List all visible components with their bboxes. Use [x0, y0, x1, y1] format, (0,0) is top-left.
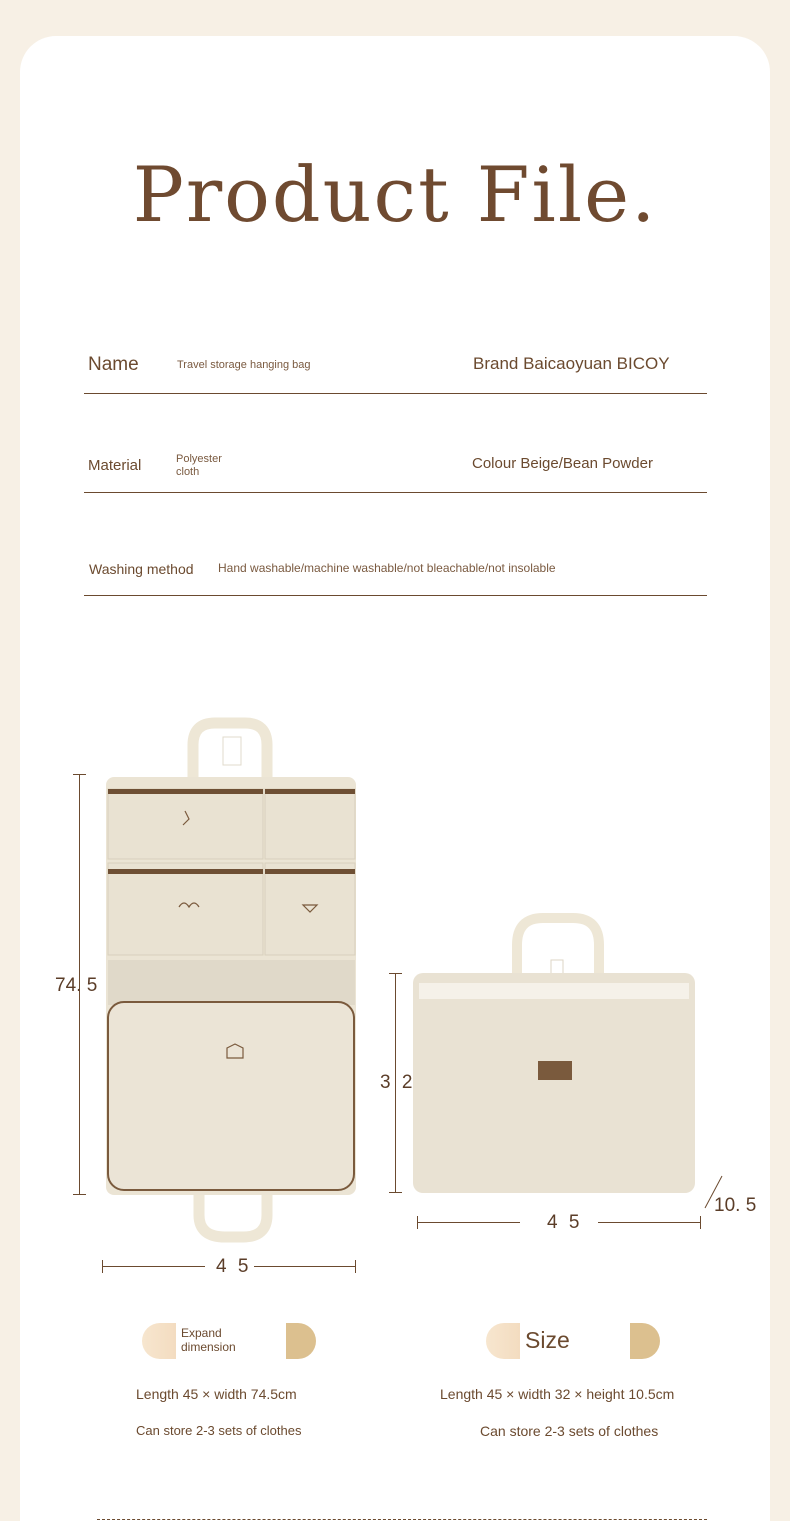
material-value-line1: Polyester	[176, 453, 222, 465]
name-value: Travel storage hanging bag	[177, 359, 311, 371]
right-width-line-b	[598, 1222, 701, 1223]
left-width-tick-l	[102, 1260, 103, 1273]
right-capacity-text: Can store 2-3 sets of clothes	[480, 1423, 659, 1439]
name-label: Name	[88, 354, 139, 375]
right-depth-dim: 10. 5	[714, 1195, 757, 1216]
right-caption-pill-start	[486, 1323, 520, 1359]
left-caption-line1: Expand	[181, 1326, 222, 1340]
left-width-tick-r	[355, 1260, 356, 1273]
brand-value: Brand Baicaoyuan BICOY	[473, 354, 670, 373]
page-title: Product File.	[132, 150, 658, 239]
left-caption-pill-start	[142, 1323, 176, 1359]
left-height-tick-bottom	[73, 1194, 86, 1195]
left-width-line-a	[102, 1266, 205, 1267]
left-caption-line2: dimension	[181, 1340, 236, 1354]
left-width-line-b	[254, 1266, 356, 1267]
hanging-bag-image	[95, 715, 365, 1245]
left-height-dim: 74. 5	[55, 975, 98, 996]
right-caption: Size	[525, 1327, 570, 1353]
material-value-line2: cloth	[176, 466, 200, 478]
washing-label: Washing method	[89, 561, 194, 577]
right-width-dim: 4 5	[547, 1212, 583, 1233]
left-height-tick-top	[73, 774, 86, 775]
dashed-divider	[97, 1519, 707, 1520]
material-label: Material	[88, 457, 142, 474]
right-width-tick-l	[417, 1216, 418, 1229]
right-height-tick-bottom	[389, 1192, 402, 1193]
right-width-line-a	[417, 1222, 520, 1223]
colour-value: Colour Beige/Bean Powder	[472, 455, 653, 472]
left-size-text: Length 45 × width 74.5cm	[136, 1386, 297, 1402]
right-size-text: Length 45 × width 32 × height 10.5cm	[440, 1386, 675, 1402]
left-width-dim: 4 5	[216, 1256, 252, 1277]
right-width-tick-r	[700, 1216, 701, 1229]
folded-bag-image	[405, 910, 705, 1200]
right-height-dim: 3 2	[380, 1072, 416, 1093]
right-height-tick-top	[389, 973, 402, 974]
washing-value: Hand washable/machine washable/not bleachable/not insolable	[218, 561, 556, 575]
left-capacity-text: Can store 2-3 sets of clothes	[136, 1423, 302, 1438]
